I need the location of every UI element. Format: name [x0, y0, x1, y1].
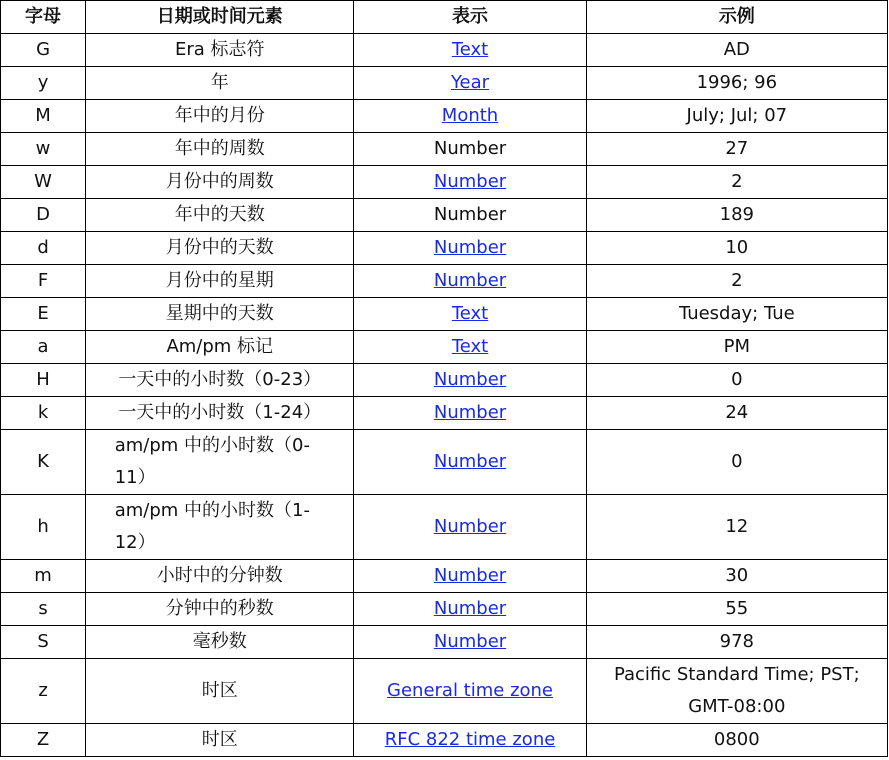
cell-letter: a — [1, 331, 86, 364]
cell-letter: M — [1, 100, 86, 133]
cell-example: PM — [586, 331, 887, 364]
cell-element-text: am/pm 中的小时数（0-11） — [114, 435, 310, 488]
cell-example: 27 — [586, 133, 887, 166]
cell-example: 0800 — [586, 724, 887, 757]
cell-letter: Z — [1, 724, 86, 757]
presentation-link[interactable]: General time zone — [387, 680, 554, 701]
cell-letter: s — [1, 593, 86, 626]
cell-example: AD — [586, 34, 887, 67]
presentation-link[interactable]: Number — [433, 565, 507, 586]
cell-presentation — [354, 626, 586, 659]
table-row — [1, 495, 888, 560]
table-row — [1, 724, 888, 757]
cell-presentation — [354, 560, 586, 593]
cell-element: 年中的周数 — [86, 133, 354, 166]
cell-example: 2 — [586, 166, 887, 199]
presentation-link[interactable]: RFC 822 time zone — [384, 729, 556, 750]
cell-element: 时区 — [86, 659, 354, 724]
cell-element: 小时中的分钟数 — [86, 560, 354, 593]
table-row — [1, 265, 888, 298]
cell-presentation — [354, 298, 586, 331]
cell-example: 978 — [586, 626, 887, 659]
cell-element-text: am/pm 中的小时数（1-12） — [114, 500, 310, 553]
presentation-link[interactable]: Text — [451, 303, 489, 324]
presentation-link[interactable]: Number — [433, 369, 507, 390]
table-row — [1, 298, 888, 331]
cell-example: 0 — [586, 364, 887, 397]
presentation-link[interactable]: Number — [433, 402, 507, 423]
presentation-link[interactable]: Text — [451, 336, 489, 357]
table-row — [1, 133, 888, 166]
header-example: 示例 — [586, 1, 887, 34]
table-row — [1, 34, 888, 67]
cell-example: 0 — [586, 430, 887, 495]
cell-element: 年 — [86, 67, 354, 100]
cell-presentation — [354, 724, 586, 757]
cell-element — [86, 430, 354, 495]
table-body — [1, 34, 888, 757]
cell-presentation — [354, 364, 586, 397]
table-row — [1, 430, 888, 495]
presentation-link[interactable]: Number — [433, 237, 507, 258]
presentation-link[interactable]: Year — [450, 72, 490, 93]
presentation-link[interactable]: Number — [433, 516, 507, 537]
cell-element: 年中的天数 — [86, 199, 354, 232]
presentation-link[interactable]: Month — [441, 105, 499, 126]
cell-presentation: Number — [354, 133, 586, 166]
table-header-row — [1, 1, 888, 34]
cell-letter: z — [1, 659, 86, 724]
cell-presentation — [354, 100, 586, 133]
table-row — [1, 232, 888, 265]
cell-example: 30 — [586, 560, 887, 593]
cell-element: 一天中的小时数（1-24） — [86, 397, 354, 430]
cell-example: 2 — [586, 265, 887, 298]
table-row — [1, 331, 888, 364]
cell-element: 分钟中的秒数 — [86, 593, 354, 626]
cell-letter: K — [1, 430, 86, 495]
cell-element: 一天中的小时数（0-23） — [86, 364, 354, 397]
cell-presentation: Number — [354, 199, 586, 232]
table-row — [1, 626, 888, 659]
cell-example-text: Pacific Standard Time; PST; GMT-08:00 — [613, 664, 860, 717]
cell-letter: S — [1, 626, 86, 659]
presentation-link[interactable]: Number — [433, 270, 507, 291]
header-presentation: 表示 — [354, 1, 586, 34]
cell-presentation — [354, 166, 586, 199]
cell-presentation — [354, 232, 586, 265]
cell-element: 月份中的天数 — [86, 232, 354, 265]
header-element: 日期或时间元素 — [86, 1, 354, 34]
cell-example: July; Jul; 07 — [586, 100, 887, 133]
cell-letter: d — [1, 232, 86, 265]
presentation-link[interactable]: Number — [433, 598, 507, 619]
cell-element: 星期中的天数 — [86, 298, 354, 331]
table-row — [1, 100, 888, 133]
cell-element: 月份中的周数 — [86, 166, 354, 199]
table-row — [1, 199, 888, 232]
cell-example: 24 — [586, 397, 887, 430]
cell-example: 10 — [586, 232, 887, 265]
cell-example: 12 — [586, 495, 887, 560]
presentation-link[interactable]: Text — [451, 39, 489, 60]
cell-letter: k — [1, 397, 86, 430]
presentation-link[interactable]: Number — [433, 631, 507, 652]
cell-letter: h — [1, 495, 86, 560]
table-row — [1, 659, 888, 724]
cell-element: 毫秒数 — [86, 626, 354, 659]
table-row — [1, 166, 888, 199]
cell-presentation — [354, 67, 586, 100]
cell-presentation — [354, 331, 586, 364]
cell-letter: G — [1, 34, 86, 67]
table-row — [1, 67, 888, 100]
cell-element: 时区 — [86, 724, 354, 757]
header-letter: 字母 — [1, 1, 86, 34]
cell-letter: E — [1, 298, 86, 331]
cell-letter: F — [1, 265, 86, 298]
cell-letter: w — [1, 133, 86, 166]
cell-example: 55 — [586, 593, 887, 626]
cell-presentation — [354, 659, 586, 724]
cell-letter: D — [1, 199, 86, 232]
cell-presentation — [354, 397, 586, 430]
cell-example: 1996; 96 — [586, 67, 887, 100]
cell-letter: W — [1, 166, 86, 199]
cell-example — [586, 659, 887, 724]
cell-element: 月份中的星期 — [86, 265, 354, 298]
cell-element: 年中的月份 — [86, 100, 354, 133]
presentation-link[interactable]: Number — [433, 171, 507, 192]
presentation-link[interactable]: Number — [433, 451, 507, 472]
table-row — [1, 397, 888, 430]
cell-letter: H — [1, 364, 86, 397]
cell-element: Era 标志符 — [86, 34, 354, 67]
cell-example: Tuesday; Tue — [586, 298, 887, 331]
table-row — [1, 364, 888, 397]
cell-presentation — [354, 495, 586, 560]
cell-element — [86, 495, 354, 560]
cell-presentation — [354, 593, 586, 626]
cell-letter: y — [1, 67, 86, 100]
table-row — [1, 593, 888, 626]
cell-presentation — [354, 34, 586, 67]
cell-letter: m — [1, 560, 86, 593]
cell-example: 189 — [586, 199, 887, 232]
cell-element: Am/pm 标记 — [86, 331, 354, 364]
cell-presentation — [354, 265, 586, 298]
cell-presentation — [354, 430, 586, 495]
table-row — [1, 560, 888, 593]
